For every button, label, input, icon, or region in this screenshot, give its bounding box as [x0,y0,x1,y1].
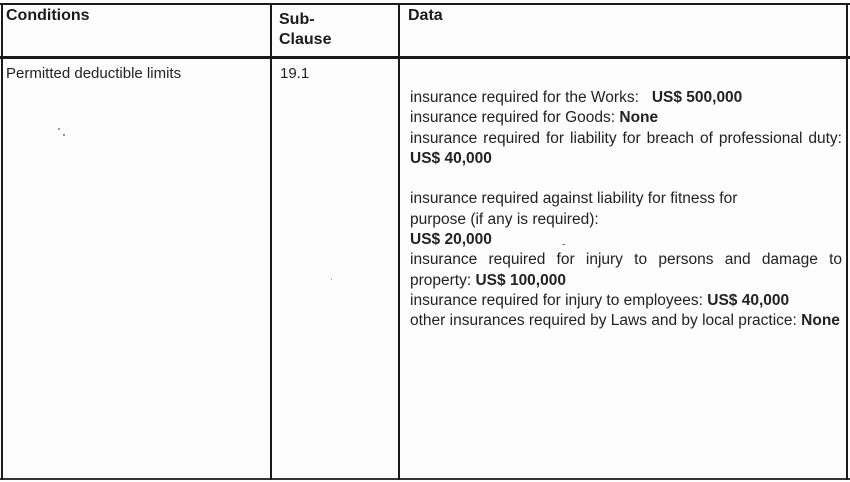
data-item-text: other insurances required by Laws and by local practice: [410,312,797,330]
data-item-amount: US$ 40,000 [707,291,790,309]
data-item-fitness-for-purpose [410,169,842,250]
scan-speck [58,128,60,130]
data-item-text: insurance required for liability for breach of professional duty: [410,129,842,147]
data-item-text: insurance required against liability for fitness for purpose (if any is required): [410,190,738,228]
column-divider-2 [398,3,400,480]
header-conditions: Conditions [6,7,90,24]
condition-cell: Permitted deductible limits [6,65,182,82]
data-item-other-insurances [410,311,842,331]
scan-speck [331,279,332,280]
data-item-injury-employees [410,291,842,311]
table-bottom-border [0,478,850,480]
header-data: Data [408,7,443,24]
table-top-border [0,3,850,5]
header-row-divider [0,56,850,59]
table-left-border [1,3,3,480]
data-item-text: insurance required for injury to employees: [410,291,703,309]
data-item-text: insurance required for injury to persons and damage to property: [410,251,842,289]
data-item-text: insurance required for the Works: [410,89,639,106]
data-item-amount: US$ 500,000 [651,89,743,106]
data-item-works [410,88,842,108]
table-right-border [846,3,848,480]
scan-speck [63,134,65,136]
data-item-amount: US$ 40,000 [410,149,492,167]
data-item-amount: US$ 20,000 [410,231,492,249]
column-divider-1 [270,3,272,480]
subclause-cell: 19.1 [280,65,310,82]
data-item-injury-persons-property [410,250,842,291]
data-item-amount: None [801,312,840,330]
data-item-goods [410,108,842,128]
scan-speck [562,244,565,245]
data-item-amount: None [619,109,659,127]
data-item-text: insurance required for Goods: [410,109,616,127]
data-cell [410,88,842,332]
data-item-professional-duty [410,129,842,170]
header-subclause: Sub- Clause [279,11,332,48]
data-item-amount: US$ 100,000 [475,271,566,289]
